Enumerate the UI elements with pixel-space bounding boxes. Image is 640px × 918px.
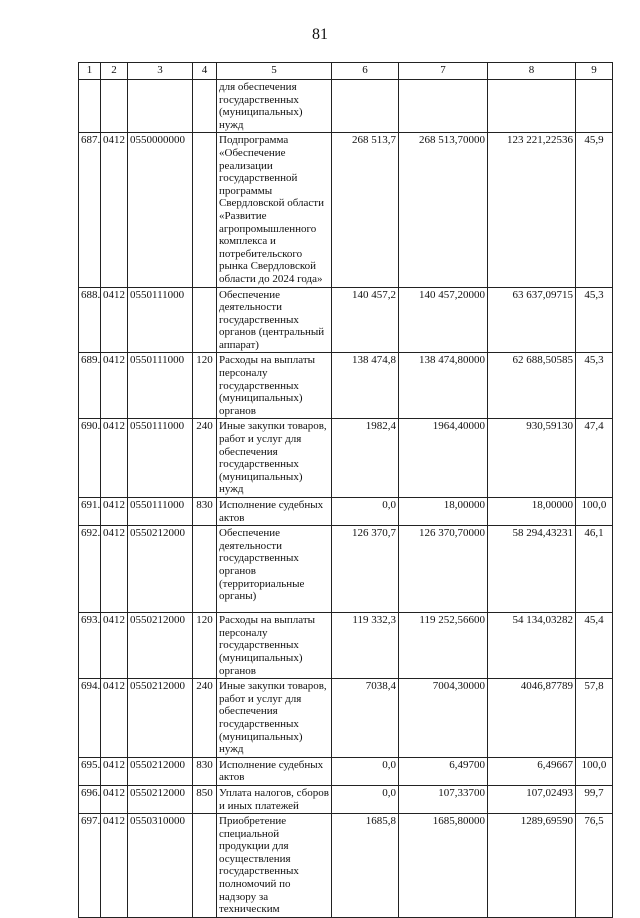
executed-amount-cell: 107,02493	[488, 785, 576, 813]
row-number-cell: 696.	[79, 785, 101, 813]
row-number-cell: 690.	[79, 419, 101, 498]
expense-type-cell	[193, 526, 217, 613]
revised-amount-cell: 1964,40000	[399, 419, 488, 498]
item-name-cell: Расходы на выплаты персоналу государственных (муниципальных) органов	[217, 613, 332, 679]
section-code-cell: 0412	[101, 814, 128, 918]
table-row	[79, 526, 613, 613]
item-name-cell: Исполнение судебных актов	[217, 757, 332, 785]
row-number-cell: 689.	[79, 353, 101, 419]
item-name-cell: Иные закупки товаров, работ и услуг для обеспечения государственных (муниципальных) нужд	[217, 679, 332, 758]
revised-amount-cell: 6,49700	[399, 757, 488, 785]
section-code-cell: 0412	[101, 133, 128, 287]
approved-amount-cell	[332, 80, 399, 133]
percent-cell: 99,7	[576, 785, 613, 813]
approved-amount-cell: 0,0	[332, 785, 399, 813]
table-row	[79, 757, 613, 785]
header-cell: 7	[399, 63, 488, 80]
approved-amount-cell: 0,0	[332, 757, 399, 785]
table-row	[79, 353, 613, 419]
row-number-cell: 697.	[79, 814, 101, 918]
target-article-cell: 0550310000	[128, 814, 193, 918]
table-row	[79, 498, 613, 526]
executed-amount-cell: 123 221,22536	[488, 133, 576, 287]
approved-amount-cell: 1982,4	[332, 419, 399, 498]
expense-type-cell	[193, 133, 217, 287]
percent-cell: 45,4	[576, 613, 613, 679]
target-article-cell: 0550212000	[128, 526, 193, 613]
header-cell: 4	[193, 63, 217, 80]
approved-amount-cell: 140 457,2	[332, 287, 399, 353]
approved-amount-cell: 0,0	[332, 498, 399, 526]
target-article-cell: 0550212000	[128, 679, 193, 758]
item-name-cell: Иные закупки товаров, работ и услуг для обеспечения государственных (муниципальных) нужд	[217, 419, 332, 498]
percent-cell: 100,0	[576, 498, 613, 526]
section-code-cell: 0412	[101, 353, 128, 419]
executed-amount-cell: 930,59130	[488, 419, 576, 498]
item-name-cell: Уплата налогов, сборов и иных платежей	[217, 785, 332, 813]
header-cell: 3	[128, 63, 193, 80]
approved-amount-cell: 268 513,7	[332, 133, 399, 287]
row-number-cell: 692.	[79, 526, 101, 613]
revised-amount-cell: 18,00000	[399, 498, 488, 526]
section-code-cell: 0412	[101, 419, 128, 498]
item-name-cell: Приобретение специальной продукции для осуществления государственных полномочий по надзору за техническим	[217, 814, 332, 918]
percent-cell: 57,8	[576, 679, 613, 758]
section-code-cell: 0412	[101, 757, 128, 785]
revised-amount-cell: 126 370,70000	[399, 526, 488, 613]
target-article-cell: 0550212000	[128, 785, 193, 813]
expense-type-cell: 830	[193, 757, 217, 785]
expense-type-cell: 240	[193, 419, 217, 498]
revised-amount-cell: 7004,30000	[399, 679, 488, 758]
target-article-cell: 0550000000	[128, 133, 193, 287]
table-row	[79, 133, 613, 287]
header-cell: 6	[332, 63, 399, 80]
table-header-row	[79, 63, 613, 80]
revised-amount-cell: 119 252,56600	[399, 613, 488, 679]
item-name-cell: Подпрограмма «Обеспечение реализации государственной программы Свердловской области «Развитие агропромышленного комплекса и потребительского рынка Свердловской области до 2024 года»	[217, 133, 332, 287]
executed-amount-cell: 62 688,50585	[488, 353, 576, 419]
approved-amount-cell: 138 474,8	[332, 353, 399, 419]
section-code-cell	[101, 80, 128, 133]
table-row	[79, 419, 613, 498]
target-article-cell: 0550111000	[128, 287, 193, 353]
executed-amount-cell: 4046,87789	[488, 679, 576, 758]
header-cell: 9	[576, 63, 613, 80]
executed-amount-cell: 6,49667	[488, 757, 576, 785]
approved-amount-cell: 119 332,3	[332, 613, 399, 679]
expense-type-cell	[193, 80, 217, 133]
item-name-cell: Обеспечение деятельности государственных органов (территориальные органы)	[217, 526, 332, 613]
item-name-cell: для обеспечения государственных (муниципальных) нужд	[217, 80, 332, 133]
percent-cell: 45,3	[576, 287, 613, 353]
revised-amount-cell: 1685,80000	[399, 814, 488, 918]
expense-type-cell	[193, 287, 217, 353]
item-name-cell: Расходы на выплаты персоналу государственных (муниципальных) органов	[217, 353, 332, 419]
section-code-cell: 0412	[101, 679, 128, 758]
table-row	[79, 785, 613, 813]
executed-amount-cell: 18,00000	[488, 498, 576, 526]
percent-cell: 100,0	[576, 757, 613, 785]
expense-type-cell: 850	[193, 785, 217, 813]
executed-amount-cell: 58 294,43231	[488, 526, 576, 613]
section-code-cell: 0412	[101, 287, 128, 353]
executed-amount-cell: 54 134,03282	[488, 613, 576, 679]
percent-cell: 45,9	[576, 133, 613, 287]
revised-amount-cell: 138 474,80000	[399, 353, 488, 419]
section-code-cell: 0412	[101, 613, 128, 679]
table-row	[79, 679, 613, 758]
row-number-cell: 694.	[79, 679, 101, 758]
percent-cell: 76,5	[576, 814, 613, 918]
percent-cell: 46,1	[576, 526, 613, 613]
executed-amount-cell	[488, 80, 576, 133]
header-cell: 8	[488, 63, 576, 80]
item-name-cell: Обеспечение деятельности государственных органов (центральный аппарат)	[217, 287, 332, 353]
section-code-cell: 0412	[101, 785, 128, 813]
target-article-cell: 0550111000	[128, 353, 193, 419]
target-article-cell: 0550212000	[128, 757, 193, 785]
executed-amount-cell: 63 637,09715	[488, 287, 576, 353]
approved-amount-cell: 1685,8	[332, 814, 399, 918]
row-number-cell: 695.	[79, 757, 101, 785]
expense-type-cell: 240	[193, 679, 217, 758]
revised-amount-cell	[399, 80, 488, 133]
executed-amount-cell: 1289,69590	[488, 814, 576, 918]
target-article-cell: 0550111000	[128, 419, 193, 498]
table-row	[79, 287, 613, 353]
expense-type-cell: 120	[193, 353, 217, 419]
table-row	[79, 80, 613, 133]
expense-type-cell: 830	[193, 498, 217, 526]
section-code-cell: 0412	[101, 498, 128, 526]
revised-amount-cell: 268 513,70000	[399, 133, 488, 287]
table-row	[79, 814, 613, 918]
header-cell: 5	[217, 63, 332, 80]
approved-amount-cell: 7038,4	[332, 679, 399, 758]
percent-cell: 47,4	[576, 419, 613, 498]
section-code-cell: 0412	[101, 526, 128, 613]
target-article-cell: 0550111000	[128, 498, 193, 526]
row-number-cell: 687.	[79, 133, 101, 287]
revised-amount-cell: 107,33700	[399, 785, 488, 813]
revised-amount-cell: 140 457,20000	[399, 287, 488, 353]
expense-type-cell: 120	[193, 613, 217, 679]
budget-table	[78, 62, 613, 918]
row-number-cell: 691.	[79, 498, 101, 526]
target-article-cell	[128, 80, 193, 133]
header-cell: 1	[79, 63, 101, 80]
table-row	[79, 613, 613, 679]
row-number-cell: 688.	[79, 287, 101, 353]
expense-type-cell	[193, 814, 217, 918]
approved-amount-cell: 126 370,7	[332, 526, 399, 613]
percent-cell	[576, 80, 613, 133]
page-number: 81	[312, 26, 328, 43]
row-number-cell	[79, 80, 101, 133]
item-name-cell: Исполнение судебных актов	[217, 498, 332, 526]
percent-cell: 45,3	[576, 353, 613, 419]
row-number-cell: 693.	[79, 613, 101, 679]
target-article-cell: 0550212000	[128, 613, 193, 679]
header-cell: 2	[101, 63, 128, 80]
